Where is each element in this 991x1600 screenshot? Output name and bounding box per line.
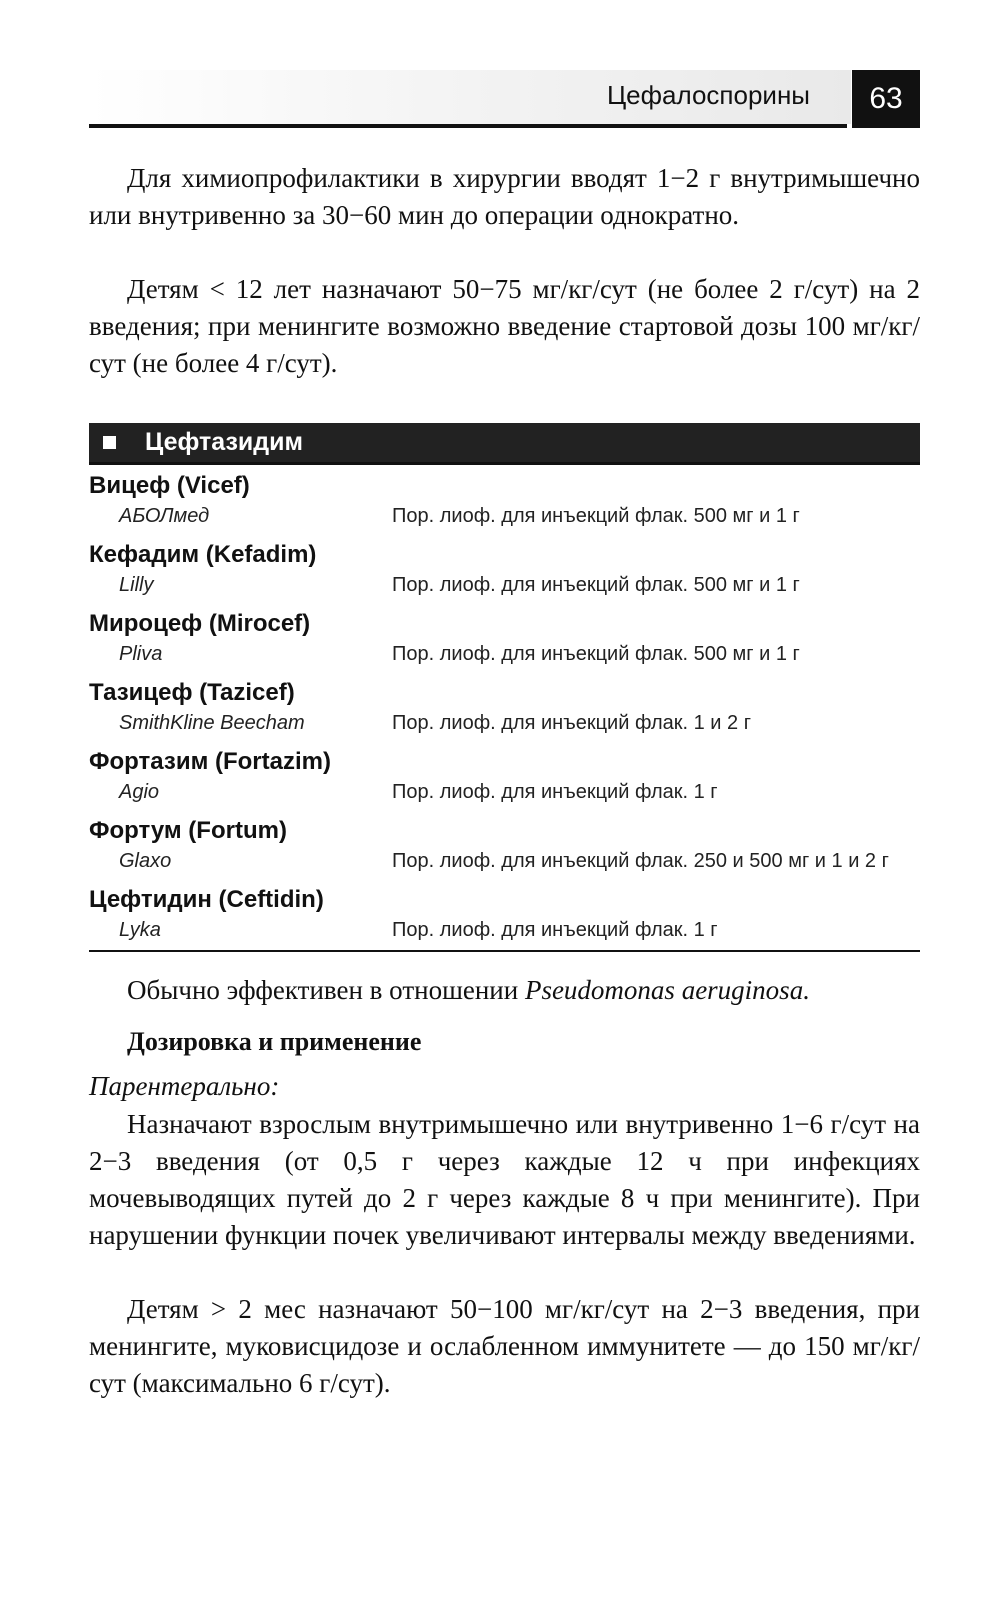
- drug-form: Пор. лиоф. для инъекций флак. 500 мг и 1 г: [392, 643, 800, 665]
- running-header: [89, 70, 920, 128]
- page-number: 63: [852, 70, 920, 128]
- drug-entry: [89, 815, 920, 875]
- drug-entry: [89, 677, 920, 737]
- drug-manufacturer: Glaxo: [119, 850, 172, 872]
- intro-paragraph-1: Для химиопрофилактики в хирургии вводят 1−2 г внутримышечно или внутривенно за 30−60 мин до операции однократно.: [89, 163, 920, 230]
- efficacy-note: [89, 972, 920, 1009]
- intro-paragraph-2: Детям < 12 лет назначают 50−75 мг/кг/сут (не более 2 г/сут) на 2 введения; при менингите возможно введение стартовой дозы 100 мг/кг/сут (не более 4 г/сут).: [89, 274, 920, 378]
- route-label: Парентерально:: [89, 1071, 280, 1101]
- drug-form: Пор. лиоф. для инъекций флак. 1 и 2 г: [392, 712, 751, 734]
- drug-name: Фортазим (Fortazim): [89, 748, 331, 775]
- drug-name: Кефадим (Kefadim): [89, 541, 317, 568]
- section-header: [89, 423, 920, 465]
- drug-form: Пор. лиоф. для инъекций флак. 500 мг и 1 г: [392, 574, 800, 596]
- drug-manufacturer: Lilly: [119, 574, 154, 596]
- header-rule: [89, 124, 847, 128]
- drug-form: Пор. лиоф. для инъекций флак. 1 г: [392, 919, 718, 941]
- drug-entry: [89, 884, 920, 944]
- drug-name: Тазицеф (Tazicef): [89, 679, 295, 706]
- organism-name: Pseudomonas aeruginosa.: [524, 975, 810, 1005]
- efficacy-text: Обычно эффективен в отношении: [127, 975, 519, 1005]
- drug-manufacturer: АБОЛмед: [119, 505, 210, 527]
- dosage-adults-paragraph: Назначают взрослым внутримышечно или внутривенно 1−6 г/сут на 2−3 введения (от 0,5 г через каждые 12 ч при инфекциях мочевыводящих путей до 2 г через каждые 8 ч при менингите). При нарушении функции почек увеличивают интервалы между введениями.: [89, 1109, 920, 1250]
- dosage-heading: Дозировка и применение: [127, 1027, 422, 1056]
- drug-list: [89, 470, 920, 952]
- square-bullet-icon: [103, 436, 116, 449]
- drug-form: Пор. лиоф. для инъекций флак. 250 и 500 мг и 1 и 2 г: [392, 850, 889, 872]
- drug-manufacturer: SmithKline Beecham: [119, 712, 305, 734]
- drug-entry: [89, 608, 920, 668]
- table-bottom-rule: [89, 950, 920, 952]
- drug-entry: [89, 746, 920, 806]
- drug-manufacturer: Lyka: [119, 919, 161, 941]
- dosage-children-paragraph: Детям > 2 мес назначают 50−100 мг/кг/сут на 2−3 введения, при менингите, муковисцидозе и ослабленном иммунитете — до 150 мг/кг/сут (максимально 6 г/сут).: [89, 1294, 920, 1398]
- drug-form: Пор. лиоф. для инъекций флак. 500 мг и 1 г: [392, 505, 800, 527]
- section-title: Цефтазидим: [145, 428, 303, 456]
- drug-name: Фортум (Fortum): [89, 817, 287, 844]
- drug-manufacturer: Pliva: [119, 643, 163, 665]
- drug-name: Вицеф (Vicef): [89, 472, 250, 499]
- drug-name: Мироцеф (Mirocef): [89, 610, 311, 637]
- drug-manufacturer: Agio: [119, 781, 160, 803]
- drug-entry: [89, 470, 920, 530]
- drug-entry: [89, 539, 920, 599]
- drug-form: Пор. лиоф. для инъекций флак. 1 г: [392, 781, 718, 803]
- drug-name: Цефтидин (Ceftidin): [89, 886, 324, 913]
- chapter-title: Цефалоспорины: [606, 80, 810, 110]
